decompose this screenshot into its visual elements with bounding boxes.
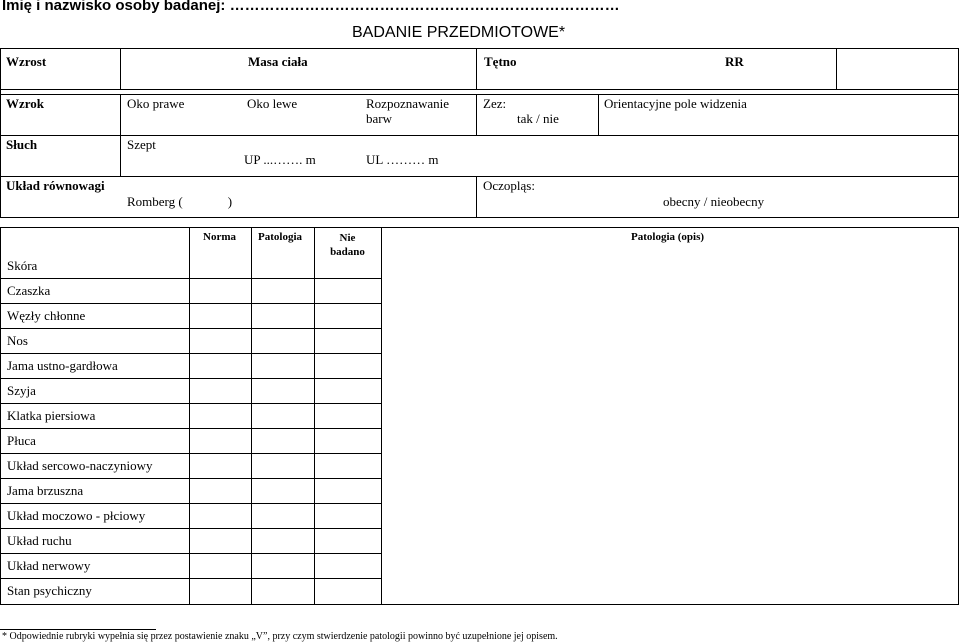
footnote-separator [0, 629, 156, 630]
zez-label: Zez: [483, 96, 507, 111]
col-norma-header: Norma [203, 231, 236, 243]
romberg-label[interactable]: Romberg ( ) [127, 194, 233, 209]
oczoplas-label: Oczopląs: [483, 178, 535, 193]
name-label: Imię i nazwisko osoby badanej: [2, 0, 226, 14]
table-row: Nos [7, 333, 28, 348]
wzrok-label: Wzrok [6, 96, 45, 111]
table-row: Jama ustno-gardłowa [7, 358, 118, 373]
table-row: Czaszka [7, 283, 51, 298]
col-nie-badano-header: Nie badano [330, 232, 365, 258]
oczoplas-value[interactable]: obecny / nieobecny [663, 194, 765, 209]
table-row: Stan psychiczny [7, 583, 92, 598]
table-row: Szyja [7, 383, 36, 398]
wzrost-label: Wzrost [6, 54, 47, 69]
rozpoznawanie-barw-label: Rozpoznawanie barw [366, 96, 450, 126]
pole-widzenia-label: Orientacyjne pole widzenia [604, 96, 747, 111]
name-fill-dots[interactable]: …………………………………………………………………… [229, 0, 620, 14]
zez-value[interactable]: tak / nie [517, 111, 559, 126]
table-row: Skóra [7, 258, 38, 273]
table-row: Układ nerwowy [7, 558, 91, 573]
tetno-label: Tętno [484, 54, 517, 69]
rr-label: RR [725, 54, 744, 69]
sluch-label: Słuch [6, 137, 38, 152]
szept-label: Szept [127, 137, 156, 152]
oko-lewe-label: Oko lewe [247, 96, 298, 111]
up-field[interactable]: UP ...……. m [244, 152, 316, 167]
table-row: Klatka piersiowa [7, 408, 96, 423]
masa-ciala-label: Masa ciała [248, 54, 308, 69]
ul-field[interactable]: UL ……… m [366, 152, 439, 167]
col-opis-header: Patologia (opis) [631, 231, 705, 243]
table-row: Układ sercowo-naczyniowy [7, 458, 153, 473]
oko-prawe-label: Oko prawe [127, 96, 185, 111]
uklad-rownowagi-label: Układ równowagi [6, 178, 105, 193]
table-row: Jama brzuszna [7, 483, 84, 498]
table-row: Układ ruchu [7, 533, 72, 548]
footnote: * Odpowiednie rubryki wypełnia się przez postawienie znaku „V”, przy czym stwierdzenie patologii powinno być uzupełnione jej opisem. [2, 631, 558, 642]
table-row: Układ moczowo - płciowy [7, 508, 146, 523]
table-row: Węzły chłonne [7, 308, 86, 323]
patologia-opis-field[interactable] [383, 249, 957, 603]
table-row: Płuca [7, 433, 36, 448]
col-patologia-header: Patologia [258, 231, 302, 243]
page-title: BADANIE PRZEDMIOTOWE* [352, 24, 566, 41]
